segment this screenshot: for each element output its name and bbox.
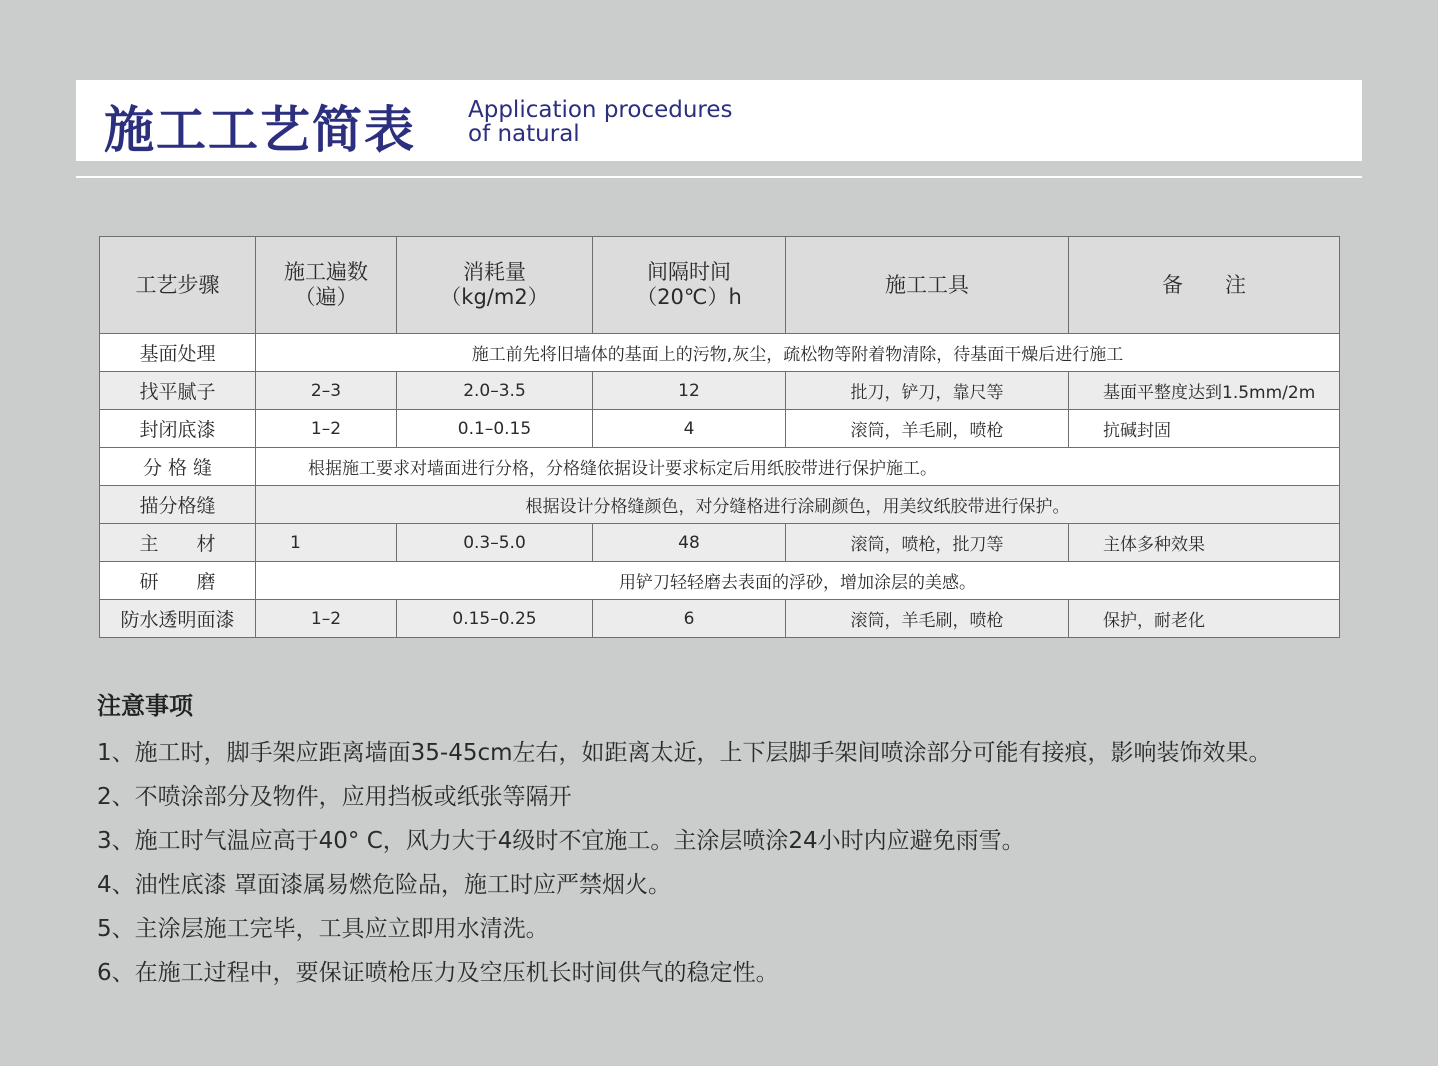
consumption-cell: 2.0–3.5 [397,372,593,410]
header-step: 工艺步骤 [100,237,256,334]
step-cell: 找平腻子 [100,372,256,410]
note-item: 1、施工时，脚手架应距离墙面35-45cm左右，如距离太近，上下层脚手架间喷涂部分可能有接痕，影响装饰效果。 [97,740,1272,766]
note-item: 3、施工时气温应高于40° C，风力大于4级时不宜施工。主涂层喷涂24小时内应避免雨雪。 [97,828,1025,854]
step-cell: 研 磨 [100,562,256,600]
description-cell: 根据施工要求对墙面进行分格，分格缝依据设计要求标定后用纸胶带进行保护施工。 [256,448,1340,486]
table-row [100,486,1340,524]
remarks-cell: 保护，耐老化 [1069,600,1340,638]
interval-cell: 6 [593,600,786,638]
step-cell: 封闭底漆 [100,410,256,448]
passes-cell: 1–2 [256,410,397,448]
page-title: 施工工艺简表 [104,101,416,159]
note-item: 6、在施工过程中，要保证喷枪压力及空压机长时间供气的稳定性。 [97,960,779,986]
consumption-cell: 0.3–5.0 [397,524,593,562]
description-cell: 用铲刀轻轻磨去表面的浮砂，增加涂层的美感。 [256,562,1340,600]
description-cell: 根据设计分格缝颜色，对分缝格进行涂刷颜色，用美纹纸胶带进行保护。 [256,486,1340,524]
notes-title: 注意事项 [97,692,193,720]
tools-cell: 滚筒，羊毛刷，喷枪 [786,410,1069,448]
table-row [100,562,1340,600]
interval-cell: 12 [593,372,786,410]
tools-cell: 批刀，铲刀，靠尺等 [786,372,1069,410]
title-band [76,80,1362,161]
step-cell: 描分格缝 [100,486,256,524]
subtitle-line-1: Application procedures [468,97,733,123]
header-interval: 间隔时间 （20℃）h [593,237,786,334]
table-row [100,448,1340,486]
consumption-cell: 0.15–0.25 [397,600,593,638]
header-passes: 施工遍数 （遍） [256,237,397,334]
table-row [100,372,1340,410]
tools-cell: 滚筒，羊毛刷，喷枪 [786,600,1069,638]
note-item: 2、不喷涂部分及物件，应用挡板或纸张等隔开 [97,784,572,810]
notes-section [97,686,1397,995]
interval-cell: 48 [593,524,786,562]
table-row [100,334,1340,372]
page-subtitle [468,98,733,146]
description-cell: 施工前先将旧墙体的基面上的污物,灰尘，疏松物等附着物清除，待基面干燥后进行施工 [256,334,1340,372]
note-item: 4、油性底漆 罩面漆属易燃危险品，施工时应严禁烟火。 [97,872,671,898]
header-divider [76,176,1362,178]
step-cell: 防水透明面漆 [100,600,256,638]
passes-cell: 1–2 [256,600,397,638]
remarks-cell: 主体多种效果 [1069,524,1340,562]
consumption-cell: 0.1–0.15 [397,410,593,448]
header-consumption: 消耗量 （kg/m2） [397,237,593,334]
step-cell: 主 材 [100,524,256,562]
passes-cell: 2–3 [256,372,397,410]
table-row [100,524,1340,562]
remarks-cell: 基面平整度达到1.5mm/2m [1069,372,1340,410]
step-cell: 分 格 缝 [100,448,256,486]
table-row [100,600,1340,638]
passes-cell: 1 [256,524,397,562]
procedure-table [99,236,1340,638]
subtitle-line-2: of natural [468,121,580,147]
note-item: 5、主涂层施工完毕，工具应立即用水清洗。 [97,916,549,942]
interval-cell: 4 [593,410,786,448]
header-remarks: 备 注 [1069,237,1340,334]
remarks-cell: 抗碱封固 [1069,410,1340,448]
tools-cell: 滚筒，喷枪，批刀等 [786,524,1069,562]
header-tools: 施工工具 [786,237,1069,334]
table-row [100,410,1340,448]
step-cell: 基面处理 [100,334,256,372]
table-header-row [100,237,1340,334]
